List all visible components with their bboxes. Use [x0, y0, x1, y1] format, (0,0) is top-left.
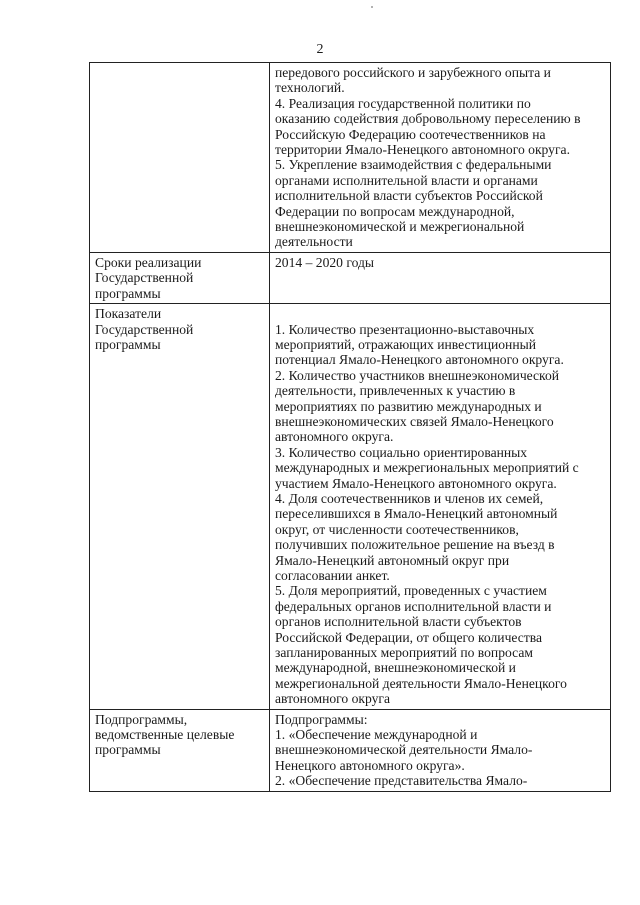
- content-line: федеральных органов исполнительной власти и: [275, 598, 552, 614]
- row-label-cell: [90, 304, 270, 710]
- row-content-cell: [270, 304, 611, 710]
- row-indicators: [90, 304, 611, 710]
- content-line: внешнеэкономических связей Ямало-Ненецкого: [275, 413, 554, 429]
- content-line: внешнеэкономической и межрегиональной: [275, 219, 525, 235]
- content-line: 4. Реализация государственной политики по: [275, 95, 531, 111]
- label-line: Государственной: [95, 321, 194, 337]
- content-line: органами исполнительной власти и органами: [275, 172, 538, 188]
- content-line: округ, от численности соотечественников,: [275, 521, 519, 537]
- label-line: Сроки реализации: [95, 254, 202, 270]
- content-line: 5. Доля мероприятий, проведенных с участием: [275, 583, 547, 599]
- content-line: 1. «Обеспечение международной и: [275, 727, 478, 743]
- content-line: получивших положительное решение на въезд в: [275, 537, 555, 553]
- content-line: согласовании анкет.: [275, 568, 390, 583]
- content-line: органов исполнительной власти субъектов: [275, 614, 522, 630]
- content-line: Подпрограммы:: [275, 711, 368, 727]
- label-line: Показатели: [95, 306, 162, 322]
- content-line: автономного округа: [275, 691, 391, 707]
- content-line: [275, 306, 606, 321]
- content-line: 5. Укрепление взаимодействия с федеральными: [275, 157, 552, 173]
- content-line: мероприятиях по развитию международных и: [275, 398, 542, 414]
- label-line: программы: [95, 336, 161, 352]
- content-line: 4. Доля соотечественников и членов их семей,: [275, 490, 544, 506]
- label-line: программы: [95, 742, 161, 758]
- scan-speck: [371, 6, 373, 8]
- content-line: межрегиональной деятельности Ямало-Ненецкого: [275, 675, 567, 691]
- content-line: внешнеэкономической деятельности Ямало-: [275, 742, 533, 758]
- content-line: Ямало-Ненецкий автономный округ при: [275, 552, 510, 568]
- content-line: переселившихся в Ямало-Ненецкий автономный: [275, 506, 558, 522]
- content-line: 3. Количество социально ориентированных: [275, 444, 528, 460]
- row-label-cell: [90, 709, 270, 791]
- content-line: запланированных мероприятий по вопросам: [275, 645, 533, 661]
- row-label-cell: [90, 63, 270, 253]
- label-line: программы: [95, 285, 161, 301]
- row-implementation-period: [90, 252, 611, 303]
- content-line: 2. «Обеспечение представительства Ямало-: [275, 773, 528, 789]
- content-line: Ненецкого автономного округа».: [275, 757, 465, 773]
- label-line: Подпрограммы,: [95, 711, 188, 727]
- content-line: потенциал Ямало-Ненецкого автономного округа.: [275, 352, 564, 368]
- label-line: ведомственные целевые: [95, 727, 235, 743]
- content-line: Федерации по вопросам международной,: [275, 203, 515, 219]
- row-subprograms: [90, 709, 611, 791]
- page-number: 2: [316, 42, 324, 57]
- content-line: деятельности: [275, 234, 353, 250]
- content-line: технологий.: [275, 80, 345, 96]
- passport-table: [89, 62, 611, 792]
- row-label-cell: [90, 252, 270, 303]
- content-line: деятельности, привлеченных к участию в: [275, 383, 516, 399]
- content-line: мероприятий, отражающих инвестиционный: [275, 336, 537, 352]
- content-line: передового российского и зарубежного опыта и: [275, 65, 551, 80]
- row-goals-continued: [90, 63, 611, 253]
- row-content-cell: [270, 252, 611, 303]
- content-line: автономного округа.: [275, 429, 394, 445]
- content-line: 2014 – 2020 годы: [275, 254, 375, 270]
- content-line: участием Ямало-Ненецкого автономного округа.: [275, 475, 557, 491]
- content-line: Российской Федерации, от общего количества: [275, 629, 543, 645]
- label-line: Государственной: [95, 270, 194, 286]
- content-line: международных и межрегиональных мероприятий с: [275, 460, 579, 476]
- content-line: исполнительной власти субъектов Российской: [275, 188, 543, 204]
- content-line: Российскую Федерацию соотечественников на: [275, 126, 546, 142]
- content-line: 1. Количество презентационно-выставочных: [275, 321, 535, 337]
- content-line: оказанию содействия добровольному переселению в: [275, 111, 581, 127]
- content-line: территории Ямало-Ненецкого автономного округа.: [275, 142, 570, 158]
- row-content-cell: [270, 63, 611, 253]
- content-line: 2. Количество участников внешнеэкономической: [275, 367, 560, 383]
- row-content-cell: [270, 709, 611, 791]
- content-line: международной, внешнеэкономической и: [275, 660, 516, 676]
